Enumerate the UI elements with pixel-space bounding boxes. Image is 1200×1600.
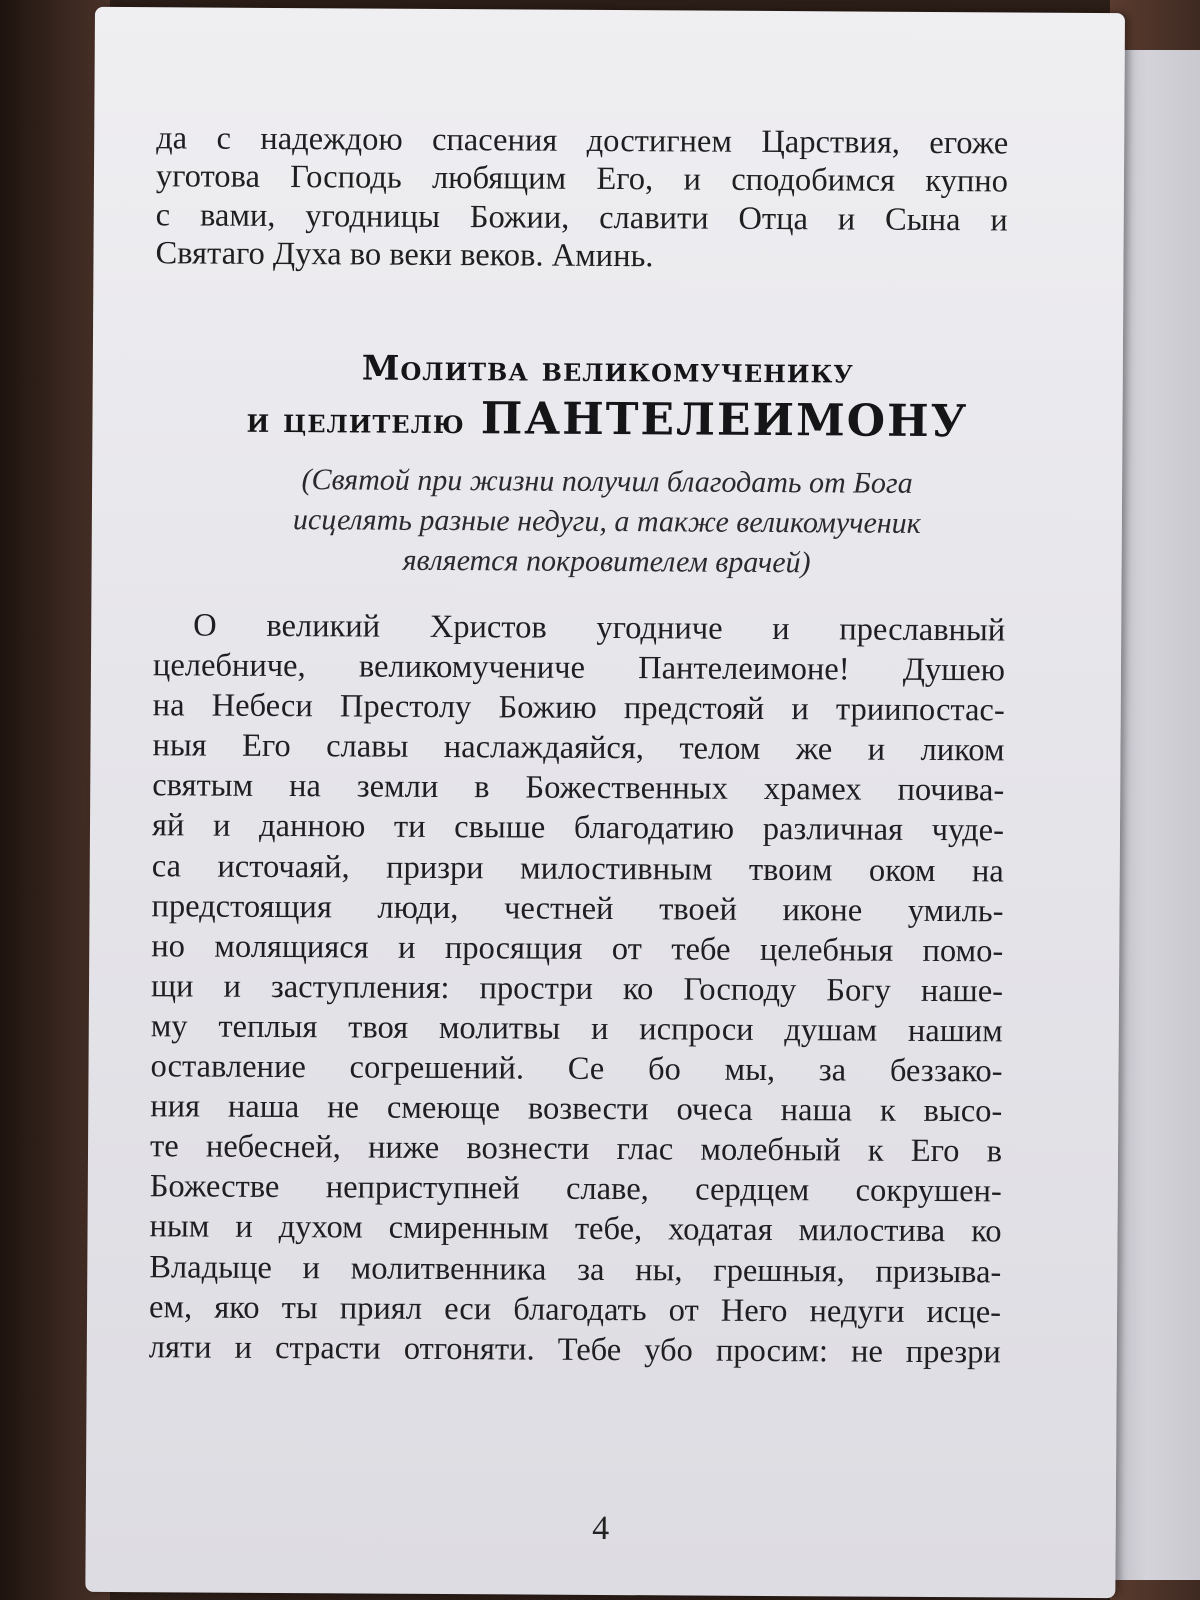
- text-line: щи и заступления: простри ко Господу Богу наше-: [150, 968, 1004, 1010]
- text-line: му теплыя твоя молитвы и испроси душам нашим: [150, 1008, 1003, 1050]
- text-line: ния наша не смеюще возвести очеса наша к высо-: [150, 1088, 1003, 1130]
- text-line: предстоящия люди, честней твоей иконе умиль-: [151, 887, 1004, 930]
- text-line: Божестве неприступней славе, сердцем сокрушен-: [149, 1168, 1002, 1210]
- text-line: с вами, угодницы Божии, славити Отца и Сына и: [155, 197, 1008, 239]
- text-line: са источаяй, призри милостивным твоим оком на: [151, 847, 1004, 889]
- text-line: ляти и страсти отгоняти. Тебе убо просим: не презри: [148, 1328, 1001, 1371]
- text-line: святым на земли в Божественных храмех почива-: [152, 767, 1005, 809]
- book-page: [85, 7, 1125, 1598]
- prayer-title-saint-name: ПАНТЕЛЕИМОНУ: [480, 393, 969, 448]
- prayer-text: [149, 605, 1006, 1372]
- adjacent-page-edge: [1110, 50, 1200, 1580]
- page-number: 4: [592, 1509, 610, 1548]
- prayer-title-line1: Молитва великомученику: [361, 348, 854, 392]
- text-line: да с надеждою спасения достигнем Царствия, егоже: [156, 120, 1009, 162]
- prayer-subtitle: [152, 459, 1063, 585]
- text-line: ным и духом смиренным тебе, ходатая милостива ко: [149, 1208, 1002, 1250]
- subtitle-line: исцелять разные недуги, а также великомученик: [292, 503, 921, 540]
- text-line: уготова Господь любящим Его, и сподобимся купно: [155, 158, 1009, 200]
- text-line: яй и данною ти свыше благодатию различная чуде-: [151, 807, 1005, 849]
- top-paragraph: [155, 119, 1008, 278]
- text-line: ныя Его славы наслаждаяйся, телом же и ликом: [152, 727, 1005, 769]
- text-line: оставление согрешений. Се бо мы, за беззако-: [150, 1048, 1003, 1090]
- text-line: целебниче, великомучениче Пантелеимоне! Душею: [152, 647, 1006, 689]
- prayer-title-prefix: и целителю: [246, 400, 465, 443]
- prayer-title-line2: [92, 391, 1122, 448]
- text-line: те небесней, ниже вознести глас молебный к Его в: [149, 1128, 1003, 1170]
- text-line: на Небеси Престолу Божию предстояй и триипостас-: [152, 687, 1005, 729]
- subtitle-line: является покровителем врачей): [402, 543, 811, 580]
- text-line: Владыце и молитвенника за ны, грешныя, призыва-: [149, 1248, 1002, 1290]
- subtitle-line: (Святой при жизни получил благодать от Бога: [301, 463, 913, 500]
- text-line: но молящияся и просящия от тебе целебныя помо-: [151, 927, 1004, 970]
- text-line: ем, яко ты приял еси благодать от Него недуги исце-: [148, 1288, 1002, 1331]
- text-line: О великий Христов угодниче и преславный: [193, 607, 1006, 649]
- text-line: Святаго Духа во веки веков. Аминь.: [155, 235, 654, 275]
